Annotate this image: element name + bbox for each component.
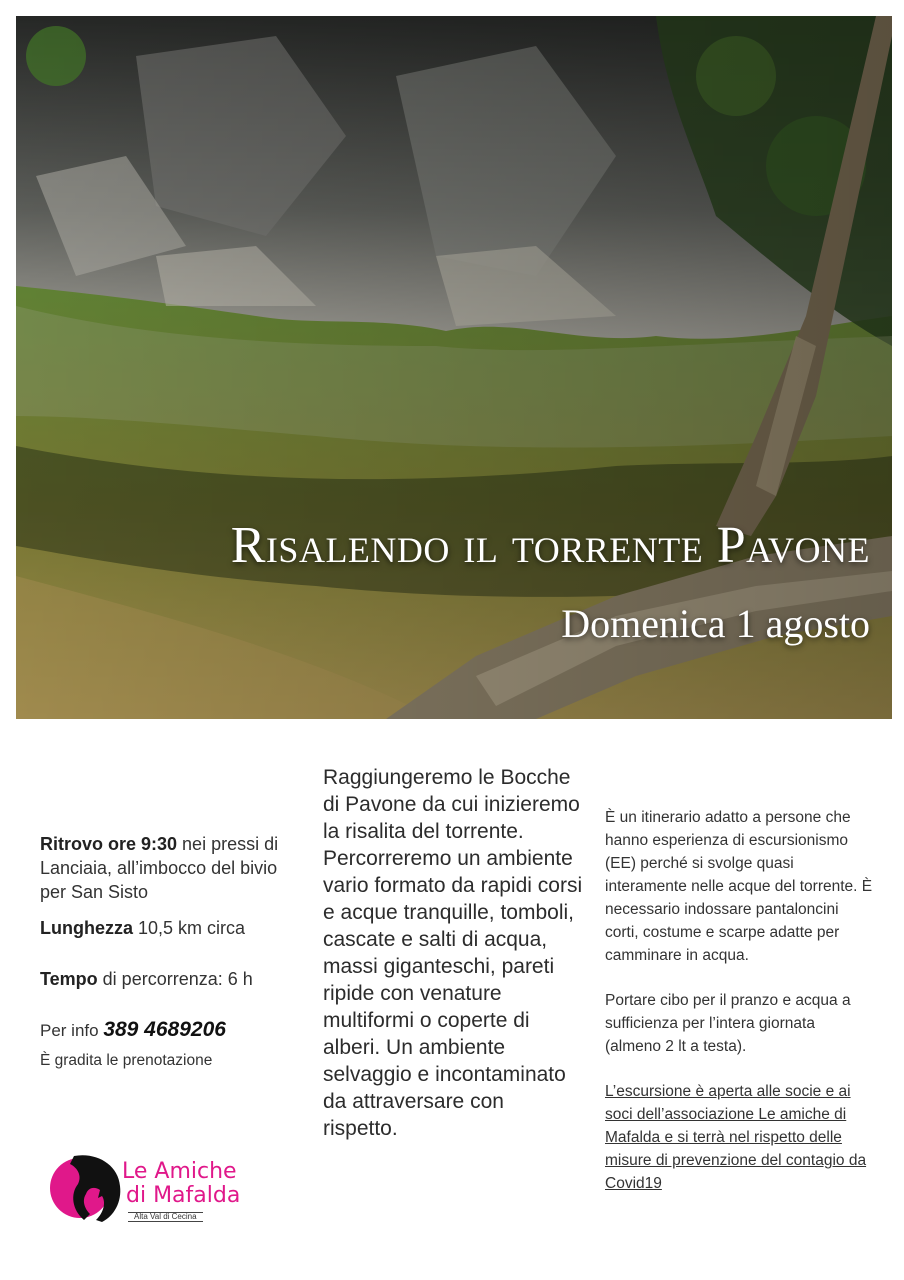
requirements-column [605,806,875,1195]
association-logo [44,1150,294,1240]
event-title: Risalendo il torrente Pavone [230,517,870,574]
meeting-time: Ritrovo ore 9:30 [40,834,178,854]
hero-photo [16,16,892,719]
event-date: Domenica 1 agosto [561,601,870,646]
difficulty-note: È un itinerario adatto a persone che hanno esperienza di escursionismo (EE) perché si svolge quasi interamente nelle acque del torrente. È necessario indossare pantaloncini corti, costume e scarpe adatte per camminare in acqua. [605,809,873,964]
contact-label: Per info [40,1021,104,1040]
route-length [40,916,300,940]
logo-text-line1: Le Amiche [122,1159,237,1184]
route-duration-value: di percorrenza: 6 h [97,969,253,989]
phone-number[interactable]: 389 4689206 [103,1018,226,1041]
membership-note: L’escursione è aperta alle socie e ai soci dell’associazione Le amiche di Mafalda e si terrà nel rispetto delle misure di prevenzione del contagio da Covid19 [605,1083,867,1192]
route-length-label: Lunghezza [40,918,133,938]
logo-text-line2: di Mafalda [126,1183,241,1208]
route-description: Raggiungeremo le Bocche di Pavone da cui inizieremo la risalita del torrente. Percorreremo un ambiente vario formato da rapidi corsi e acque tranquille, tomboli, cascate e salti di acqua, massi giganteschi, pareti ripide con venature multiformi o coperte di alberi. Un ambiente selvaggio e incontaminato da attraversare con rispetto. [323,766,583,1140]
route-length-value: 10,5 km circa [133,918,246,938]
contact-info [40,1018,300,1043]
practical-info-column [40,832,300,1073]
logo-subtitle: Alta Val di Cecina [128,1212,203,1222]
route-duration-label: Tempo [40,969,98,989]
mafalda-silhouette-icon [44,1150,124,1226]
meeting-location: nei pressi di Lanciaia, all’imbocco del bivio per San Sisto [40,834,279,902]
route-duration [40,967,300,991]
food-note: Portare cibo per il pranzo e acqua a sufficienza per l’intera giornata (almeno 2 lt a testa). [605,992,851,1055]
meeting-point [40,832,300,904]
booking-note: È gradita le prenotazione [40,1052,213,1069]
